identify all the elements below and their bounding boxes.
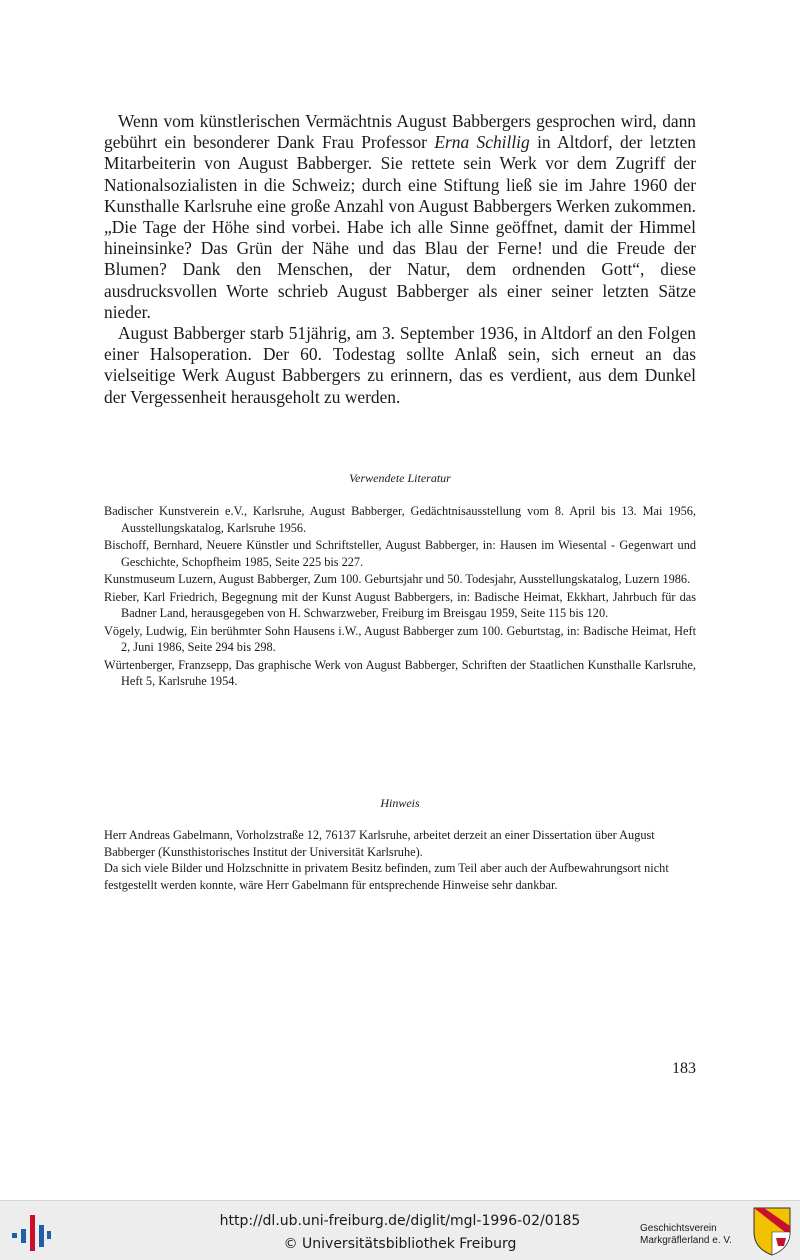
literature-entry: Kunstmuseum Luzern, August Babberger, Zum 100. Geburtsjahr und 50. Todesjahr, Ausstellungskatalog, Luzern 1986. bbox=[104, 572, 691, 586]
society-name-line-1: Geschichtsverein bbox=[640, 1223, 717, 1234]
person-name-emphasis: Erna Schillig bbox=[434, 132, 530, 153]
library-logo-icon bbox=[10, 1211, 52, 1253]
literature-entry: Rieber, Karl Friedrich, Begegnung mit der Kunst August Babbergers, in: Badische Heimat, Ekkhart, Jahrbuch für das Badner Land, herausgegeben von H. Schwarzweber, Freiburg im Breisgau 1959, Seite 115 bis 120. bbox=[104, 589, 696, 620]
paragraph-1 bbox=[104, 111, 696, 323]
literature-entry: Vögely, Ludwig, Ein berühmter Sohn Hausens i.W., August Babberger zum 100. Geburtstag, in: Badische Heimat, Heft 2, Juni 1986, Seite 294 bis 298. bbox=[104, 623, 696, 654]
paragraph-1-text: Wenn vom künstlerischen Vermächtnis August Babbergers gesprochen wird, dann gebührt ein besonderer Dank Frau Professor Erna Schillig in Altdorf, der letzten Mitarbeiterin von August Babberger. Sie rettete sein Werk vor dem Zugriff der Nationalsozialisten in die Schweiz; durch eine Stiftung ließ sie im Jahre 1960 der Kunsthalle Karlsruhe eine große Anzahl von August Babbergers Werken zukommen. „Die Tage der Höhe sind vorbei. Habe ich alle Sinne geöffnet, damit der Himmel hineinsinke? Das Grün der Nähe und das Blau der Ferne! und die Freude der Blumen? Dank den Menschen, der Natur, dem ordnenden Gott“, diese ausdrucksvollen Worte schrieb August Babberger als einer seiner letzten Sätze nieder. bbox=[104, 111, 696, 322]
body-text bbox=[104, 111, 696, 408]
note-block bbox=[104, 827, 696, 893]
note-heading: Hinweis bbox=[380, 796, 420, 810]
literature-entry: Badischer Kunstverein e.V., Karlsruhe, August Babberger, Gedächtnisausstellung vom 8. April bis 13. Mai 1956, Ausstellungskatalog, Karlsruhe 1956. bbox=[104, 504, 696, 535]
copyright-text: © Universitätsbibliothek Freiburg bbox=[283, 1236, 517, 1252]
literature-entry: Bischoff, Bernhard, Neuere Künstler und Schriftsteller, August Babberger, in: Hausen im Wiesental - Gegenwart und Geschichte, Schopfheim 1985, Seite 225 bis 227. bbox=[104, 538, 696, 569]
viewer-footer bbox=[0, 1200, 800, 1260]
coat-of-arms-icon bbox=[752, 1206, 792, 1256]
note-line-2: Da sich viele Bilder und Holzschnitte in privatem Besitz befinden, zum Teil aber auch der Aufbewahrungsort nicht festgestellt werden konnte, wäre Herr Gabelmann für entsprechende Hinweise sehr dankbar. bbox=[104, 861, 669, 892]
page-number: 183 bbox=[672, 1060, 696, 1077]
literature-entry: Würtenberger, Franzsepp, Das graphische Werk von August Babberger, Schriften der Staatlichen Kunsthalle Karlsruhe, Heft 5, Karlsruhe 1954. bbox=[104, 657, 696, 688]
permalink-url[interactable]: http://dl.ub.uni-freiburg.de/diglit/mgl-1996-02/0185 bbox=[219, 1213, 581, 1229]
paragraph-2 bbox=[104, 323, 696, 408]
society-name bbox=[640, 1223, 760, 1247]
note-line-1: Herr Andreas Gabelmann, Vorholzstraße 12, 76137 Karlsruhe, arbeitet derzeit an einer Dissertation über August Babberger (Kunsthistorisches Institut der Universität Karlsruhe). bbox=[104, 828, 655, 859]
society-name-line-2: Markgräflerland e. V. bbox=[640, 1235, 732, 1246]
paragraph-2-text: August Babberger starb 51jährig, am 3. September 1936, in Altdorf an den Folgen einer Halsoperation. Der 60. Todestag sollte Anlaß sein, sich erneut an das vielseitige Werk August Babbergers zu erinnern, das es verdient, aus dem Dunkel der Vergessenheit herausgeholt zu werden. bbox=[104, 323, 696, 407]
literature-list bbox=[104, 503, 696, 691]
literature-heading: Verwendete Literatur bbox=[349, 471, 451, 485]
